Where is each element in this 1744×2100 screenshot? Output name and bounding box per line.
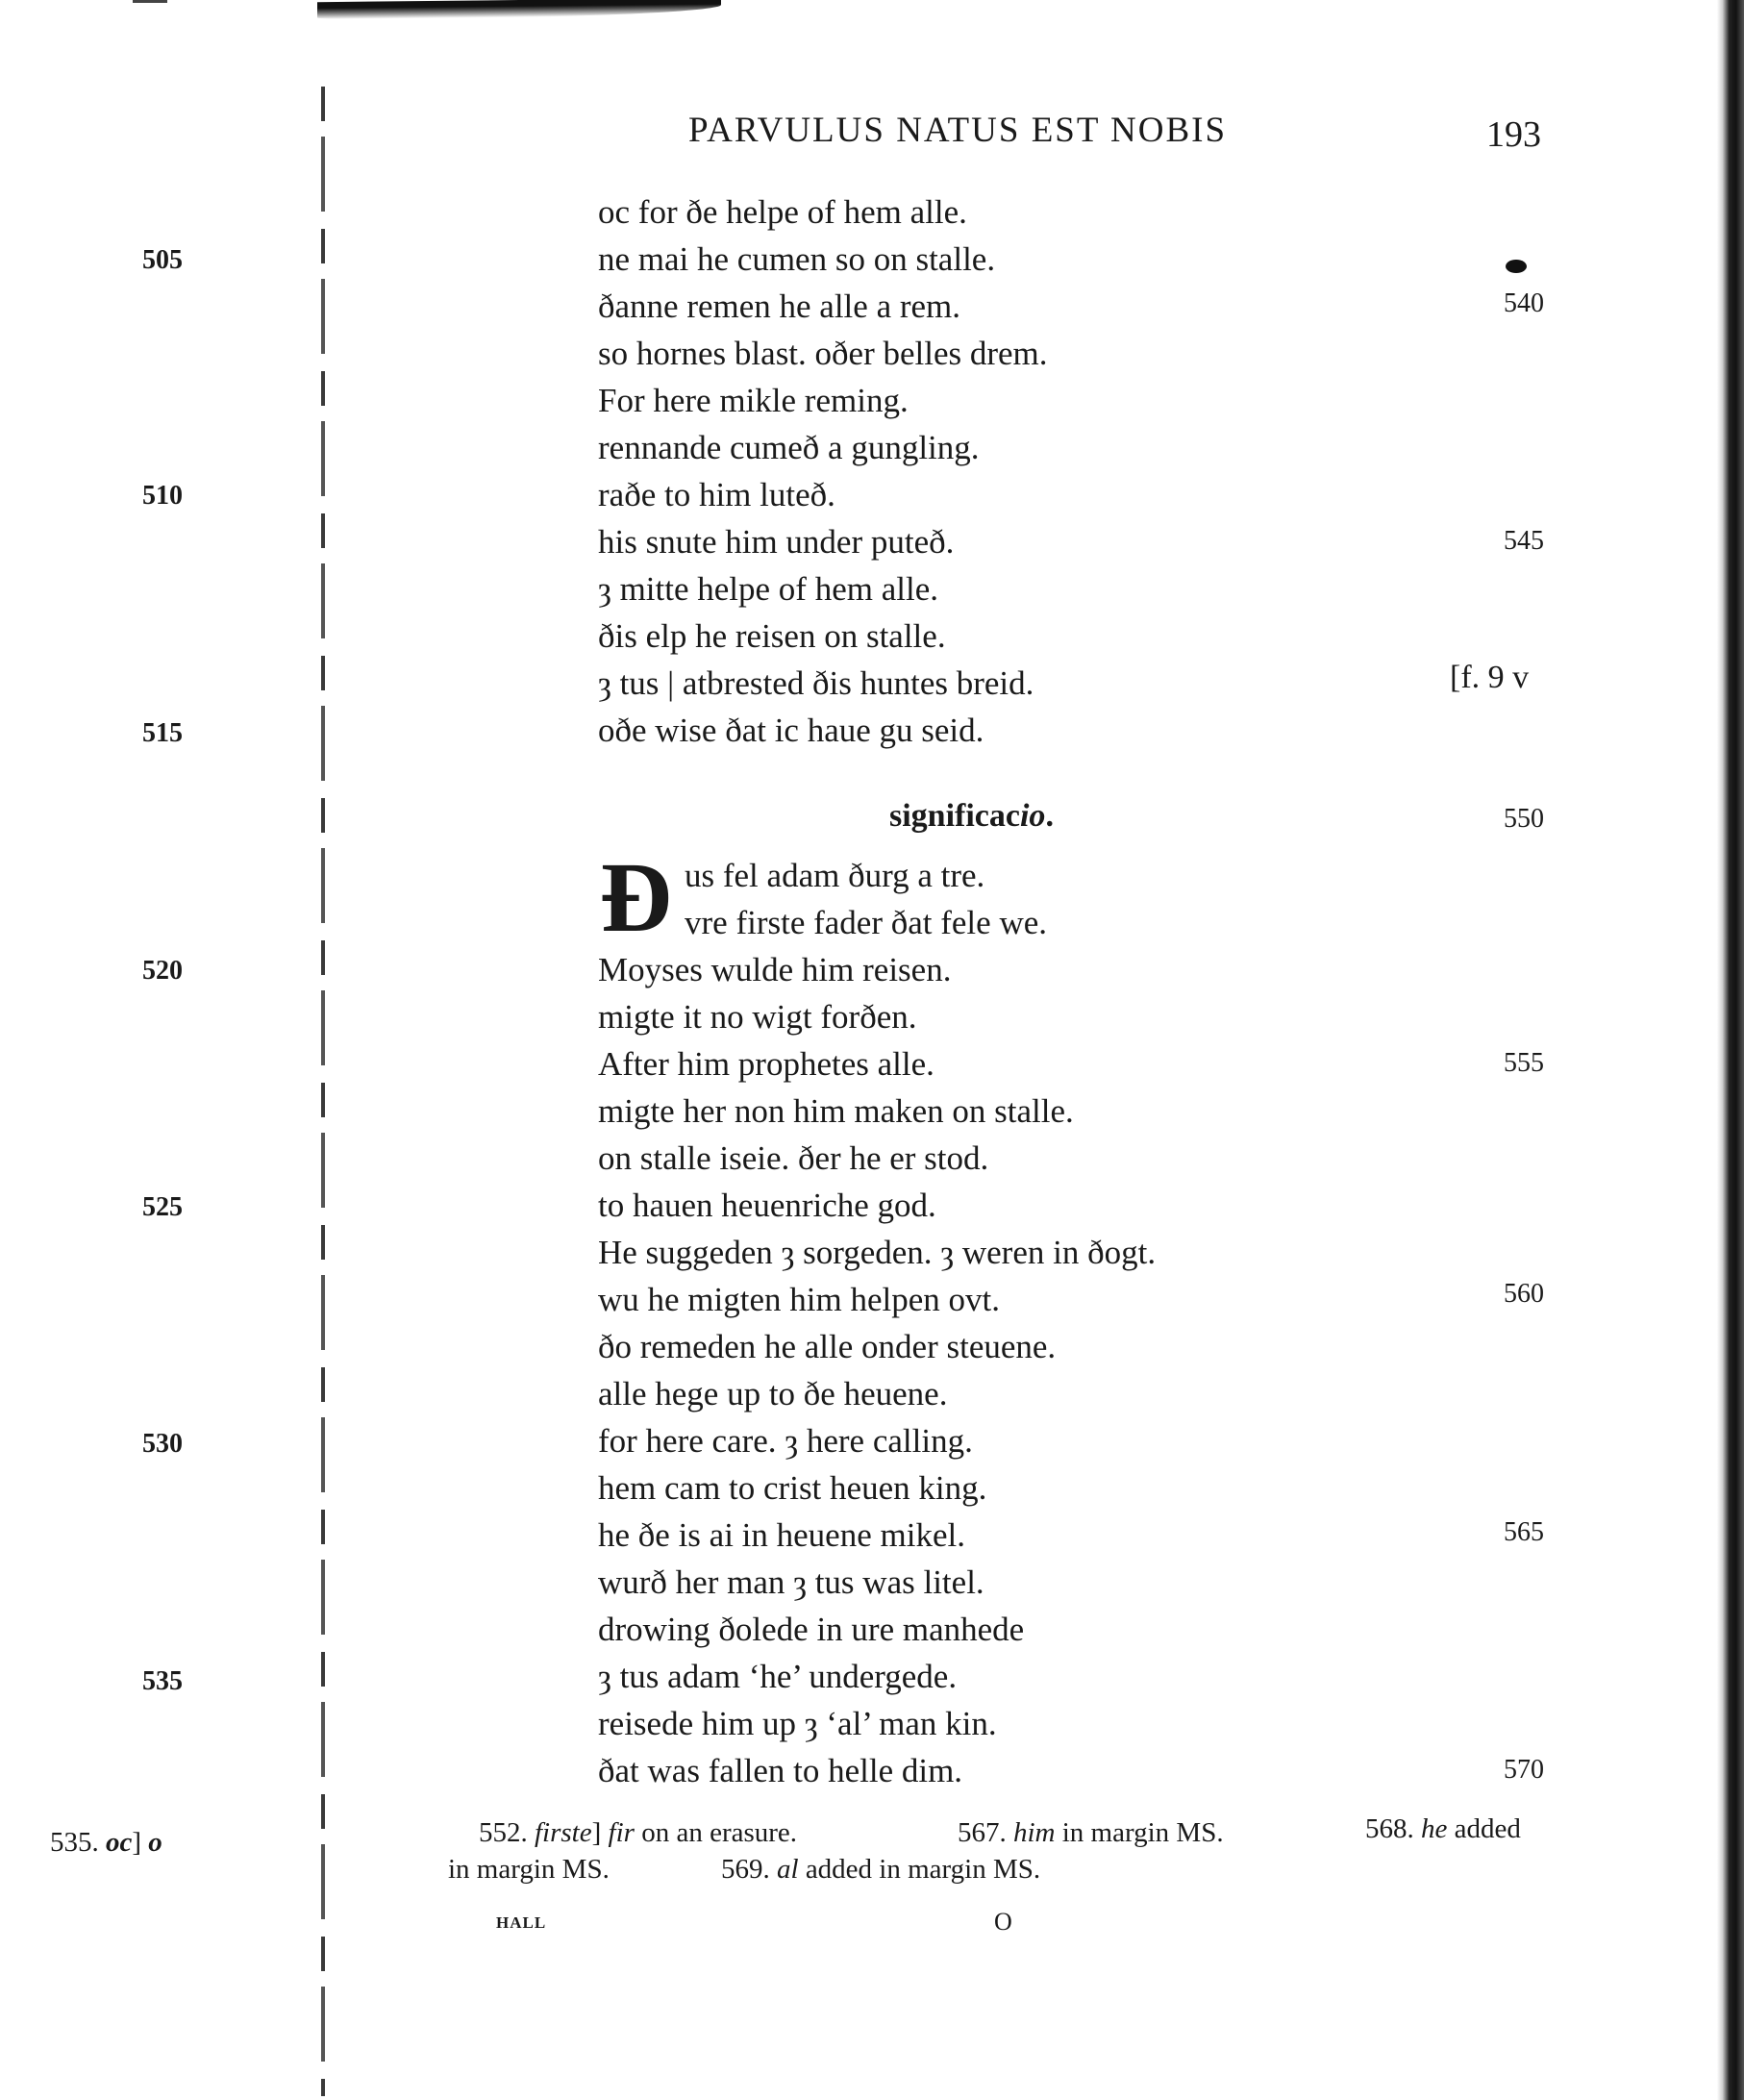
verse-line: alle hege up to ðe heuene.: [598, 1375, 948, 1412]
verse-line: migte her non him maken on stalle.: [598, 1092, 1074, 1130]
margin-note-535: [50, 1827, 162, 1859]
heading-end: .: [1045, 798, 1054, 834]
section-heading: [889, 798, 1054, 835]
footnote-number: 568.: [1365, 1813, 1414, 1844]
verse-line: He suggeden ȝ sorgeden. ȝ weren in ðogt.: [598, 1234, 1157, 1271]
drop-cap: Ð: [600, 842, 673, 953]
footnote-bracket: ]: [132, 1827, 142, 1858]
running-header: PARVULUS NATUS EST NOBIS: [688, 111, 1228, 150]
page-number: 193: [1486, 114, 1541, 155]
verse-line: he ðe is ai in heuene mikel.: [598, 1516, 965, 1554]
footnote-568: [1365, 1813, 1521, 1845]
footnote-reading: fir: [608, 1817, 635, 1848]
verse-line: us fel adam ðurg a tre.: [685, 857, 985, 894]
verse-line: ðanne remen he alle a rem.: [598, 288, 961, 325]
footnote-number: 552.: [479, 1817, 528, 1848]
line-number-left: 520: [142, 956, 183, 986]
verse-line: oðe wise ðat ic haue gu seid.: [598, 712, 984, 749]
verse-line: so hornes blast. oðer belles drem.: [598, 335, 1048, 372]
verse-line: for here care. ȝ here calling.: [598, 1422, 973, 1460]
ink-blot: [1506, 260, 1527, 273]
line-number-right: 565: [1504, 1517, 1544, 1547]
verse-line: hem cam to crist heuen king.: [598, 1469, 987, 1507]
line-number-right: 545: [1504, 526, 1544, 556]
verse-line: Moyses wulde him reisen.: [598, 951, 952, 988]
footnote-number: 569.: [721, 1854, 770, 1885]
verse-line: raðe to him luteð.: [598, 476, 835, 513]
verse-line: wurð her man ȝ tus was litel.: [598, 1563, 984, 1601]
verse-line: to hauen heuenriche god.: [598, 1187, 936, 1224]
verse-line: For here mikle reming.: [598, 382, 909, 419]
verse-line: on stalle iseie. ðer he er stod.: [598, 1139, 989, 1177]
line-number-right: 560: [1504, 1279, 1544, 1309]
footnote-567: [958, 1817, 1224, 1849]
verse-line: ȝ tus adam ‘he’ undergede.: [598, 1658, 958, 1695]
line-number-right: 570: [1504, 1755, 1544, 1785]
verse-line: ȝ tus | atbrested ðis huntes breid.: [598, 664, 1034, 702]
verse-line: reisede him up ȝ ‘al’ man kin.: [598, 1705, 997, 1742]
binding-gutter: [321, 87, 325, 2096]
footnote-lemma: firste: [535, 1817, 592, 1848]
verse-line: oc for ðe helpe of hem alle.: [598, 193, 967, 231]
line-number-right: 555: [1504, 1048, 1544, 1078]
verse-line: migte it no wigt forðen.: [598, 998, 917, 1036]
line-number-right: 550: [1504, 804, 1544, 834]
footnote-552: [479, 1817, 797, 1849]
footnote-number: 567.: [958, 1817, 1007, 1848]
footnote-569: [721, 1854, 1040, 1886]
footnote-text: added: [1447, 1813, 1521, 1844]
footnote-continuation: in margin MS.: [448, 1854, 610, 1885]
footnote-text: added in margin MS.: [798, 1854, 1041, 1885]
verse-line: ȝ mitte helpe of hem alle.: [598, 570, 938, 608]
verse-line: ðat was fallen to helle dim.: [598, 1752, 963, 1789]
page-edge-top: [317, 0, 721, 19]
footnote-lemma: oc: [106, 1827, 133, 1858]
page-edge-mark: [133, 0, 167, 3]
signature-mark: HALL: [496, 1913, 547, 1932]
footnote-text: in margin MS.: [1055, 1817, 1224, 1848]
line-number-right: 540: [1504, 288, 1544, 318]
page-edge-right: [1717, 0, 1744, 2100]
line-number-left: 505: [142, 245, 183, 275]
heading-expansion: io: [1019, 798, 1046, 834]
line-number-left: 525: [142, 1192, 183, 1222]
signature-letter: O: [994, 1908, 1012, 1936]
line-number-left: 530: [142, 1429, 183, 1459]
verse-line: rennande cumeð a gungling.: [598, 429, 980, 466]
line-number-left: 535: [142, 1666, 183, 1696]
footnote-lemma: him: [1013, 1817, 1056, 1848]
verse-line: his snute him under puteð.: [598, 523, 955, 561]
verse-line: ðis elp he reisen on stalle.: [598, 617, 946, 655]
verse-line: After him prophetes alle.: [598, 1045, 934, 1083]
footnote-reading: o: [148, 1827, 162, 1858]
footnote-number: 535.: [50, 1827, 99, 1858]
line-number-left: 510: [142, 481, 183, 511]
footnote-bracket: ]: [591, 1817, 602, 1848]
footnote-lemma: he: [1421, 1813, 1448, 1844]
folio-marker: [f. 9 v: [1450, 660, 1530, 695]
verse-line: ðo remeden he alle onder steuene.: [598, 1328, 1057, 1365]
heading-text: significac: [889, 798, 1020, 834]
footnote-text: on an erasure.: [634, 1817, 798, 1848]
verse-line: drowing ðolede in ure manhede: [598, 1611, 1025, 1648]
verse-line: wu he migten him helpen ovt.: [598, 1281, 1000, 1318]
footnote-lemma: al: [777, 1854, 799, 1885]
verse-line: vre firste fader ðat fele we.: [685, 904, 1048, 941]
verse-line: ne mai he cumen so on stalle.: [598, 240, 996, 278]
line-number-left: 515: [142, 718, 183, 748]
